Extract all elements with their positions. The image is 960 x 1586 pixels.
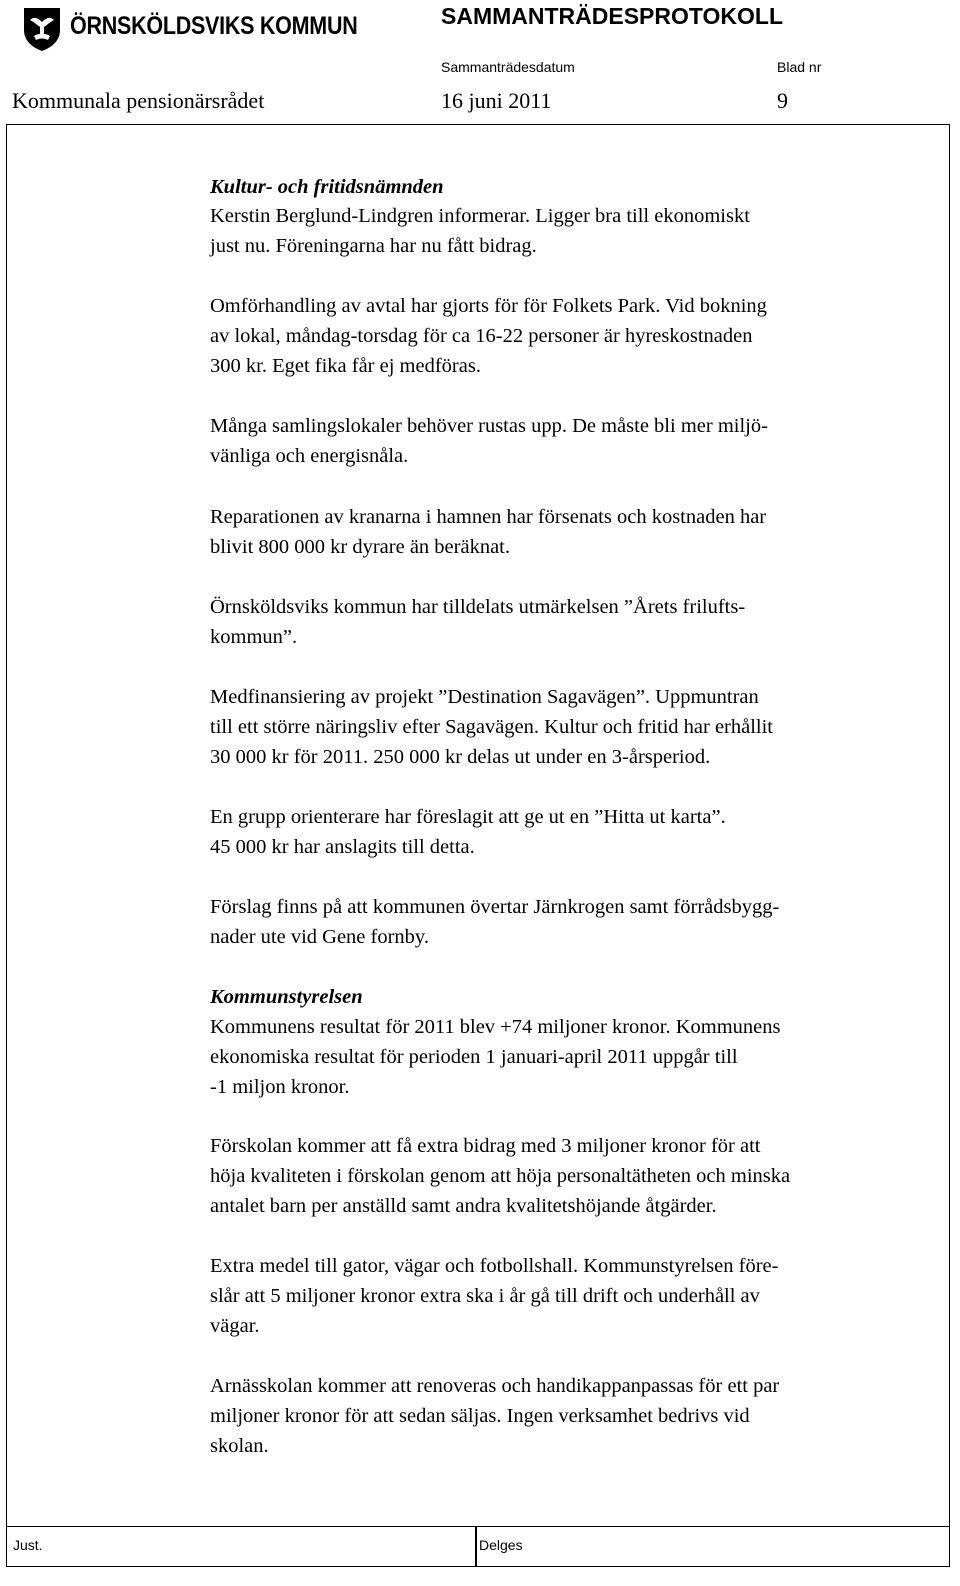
text-line: höja kvaliteten i förskolan genom att höja personaltätheten och minska <box>210 1165 791 1187</box>
text-line: En grupp orienterare har föreslagit att ge ut en ”Hitta ut karta”. <box>210 806 726 828</box>
paragraph <box>210 1251 778 1341</box>
delges-label: Delges <box>479 1537 523 1553</box>
text-line: just nu. Föreningarna har nu fått bidrag. <box>210 235 537 257</box>
text-line: Många samlingslokaler behöver rustas upp. De måste bli mer miljö- <box>210 415 768 437</box>
text-line: antalet barn per anställd samt andra kvalitetshöjande åtgärder. <box>210 1195 717 1217</box>
page-number: 9 <box>777 88 788 113</box>
paragraph <box>210 802 726 862</box>
text-line: Extra medel till gator, vägar och fotbollshall. Kommunstyrelsen före- <box>210 1255 779 1277</box>
paragraph <box>210 1131 790 1221</box>
meeting-date: 16 juni 2011 <box>441 88 552 113</box>
text-line: Förslag finns på att kommunen övertar Järnkrogen samt förrådsbygg- <box>210 896 780 918</box>
text-line: skolan. <box>210 1435 269 1457</box>
text-line: Kerstin Berglund-Lindgren informerar. Ligger bra till ekonomiskt <box>210 205 750 227</box>
text-line: av lokal, måndag-torsdag för ca 16-22 personer är hyreskostnaden <box>210 325 753 347</box>
just-label: Just. <box>13 1537 43 1553</box>
text-line: -1 miljon kronor. <box>210 1076 350 1098</box>
text-line: Omförhandling av avtal har gjorts för för Folkets Park. Vid bokning <box>210 295 767 317</box>
text-line: blivit 800 000 kr dyrare än beräknat. <box>210 536 511 558</box>
paragraph <box>210 291 767 381</box>
paragraph <box>210 1371 779 1461</box>
text-line: slår att 5 miljoner kronor extra ska i år gå till drift och underhåll av <box>210 1285 760 1307</box>
text-line: Örnsköldsviks kommun har tilldelats utmärkelsen ”Årets frilufts- <box>210 596 746 618</box>
paragraph <box>210 201 750 261</box>
paragraph <box>210 592 745 652</box>
meeting-date-label: Sammanträdesdatum <box>441 59 575 75</box>
text-line: vänliga och energisnåla. <box>210 445 409 467</box>
section-heading-kultur: Kultur- och fritidsnämnden <box>210 176 444 198</box>
text-line: Kommunens resultat för 2011 blev +74 miljoner kronor. Kommunens <box>210 1016 781 1038</box>
text-line: 300 kr. Eget fika får ej medföras. <box>210 355 481 377</box>
paragraph <box>210 502 766 562</box>
paragraph <box>210 1012 781 1102</box>
paragraph <box>210 411 768 471</box>
footer-divider <box>475 1527 477 1566</box>
committee-name: Kommunala pensionärsrådet <box>12 88 265 113</box>
text-line: nader ute vid Gene fornby. <box>210 926 429 948</box>
text-line: Arnässkolan kommer att renoveras och handikappanpassas för ett par <box>210 1375 780 1397</box>
text-line: Medfinansiering av projekt ”Destination Sagavägen”. Uppmuntran <box>210 686 759 708</box>
text-line: Förskolan kommer att få extra bidrag med 3 miljoner kronor för att <box>210 1135 761 1157</box>
text-line: 30 000 kr för 2011. 250 000 kr delas ut under en 3-årsperiod. <box>210 746 711 768</box>
text-line: vägar. <box>210 1315 260 1337</box>
text-line: ekonomiska resultat för perioden 1 januari-april 2011 uppgår till <box>210 1046 738 1068</box>
page-number-label: Blad nr <box>777 59 822 75</box>
footer-frame <box>6 1527 950 1567</box>
section-heading-kommunstyrelsen: Kommunstyrelsen <box>210 986 363 1008</box>
paragraph <box>210 892 779 952</box>
text-line: kommun”. <box>210 626 298 648</box>
text-line: 45 000 kr har anslagits till detta. <box>210 836 475 858</box>
coat-of-arms-icon <box>22 6 62 52</box>
text-line: miljoner kronor för att sedan säljas. Ingen verksamhet bedrivs vid <box>210 1405 750 1427</box>
text-line: Reparationen av kranarna i hamnen har försenats och kostnaden har <box>210 506 767 528</box>
municipality-name: ÖRNSKÖLDSVIKS KOMMUN <box>70 12 358 40</box>
text-line: till ett större näringsliv efter Sagavägen. Kultur och fritid har erhållit <box>210 716 773 738</box>
paragraph <box>210 682 773 772</box>
document-title: SAMMANTRÄDESPROTOKOLL <box>441 3 784 29</box>
